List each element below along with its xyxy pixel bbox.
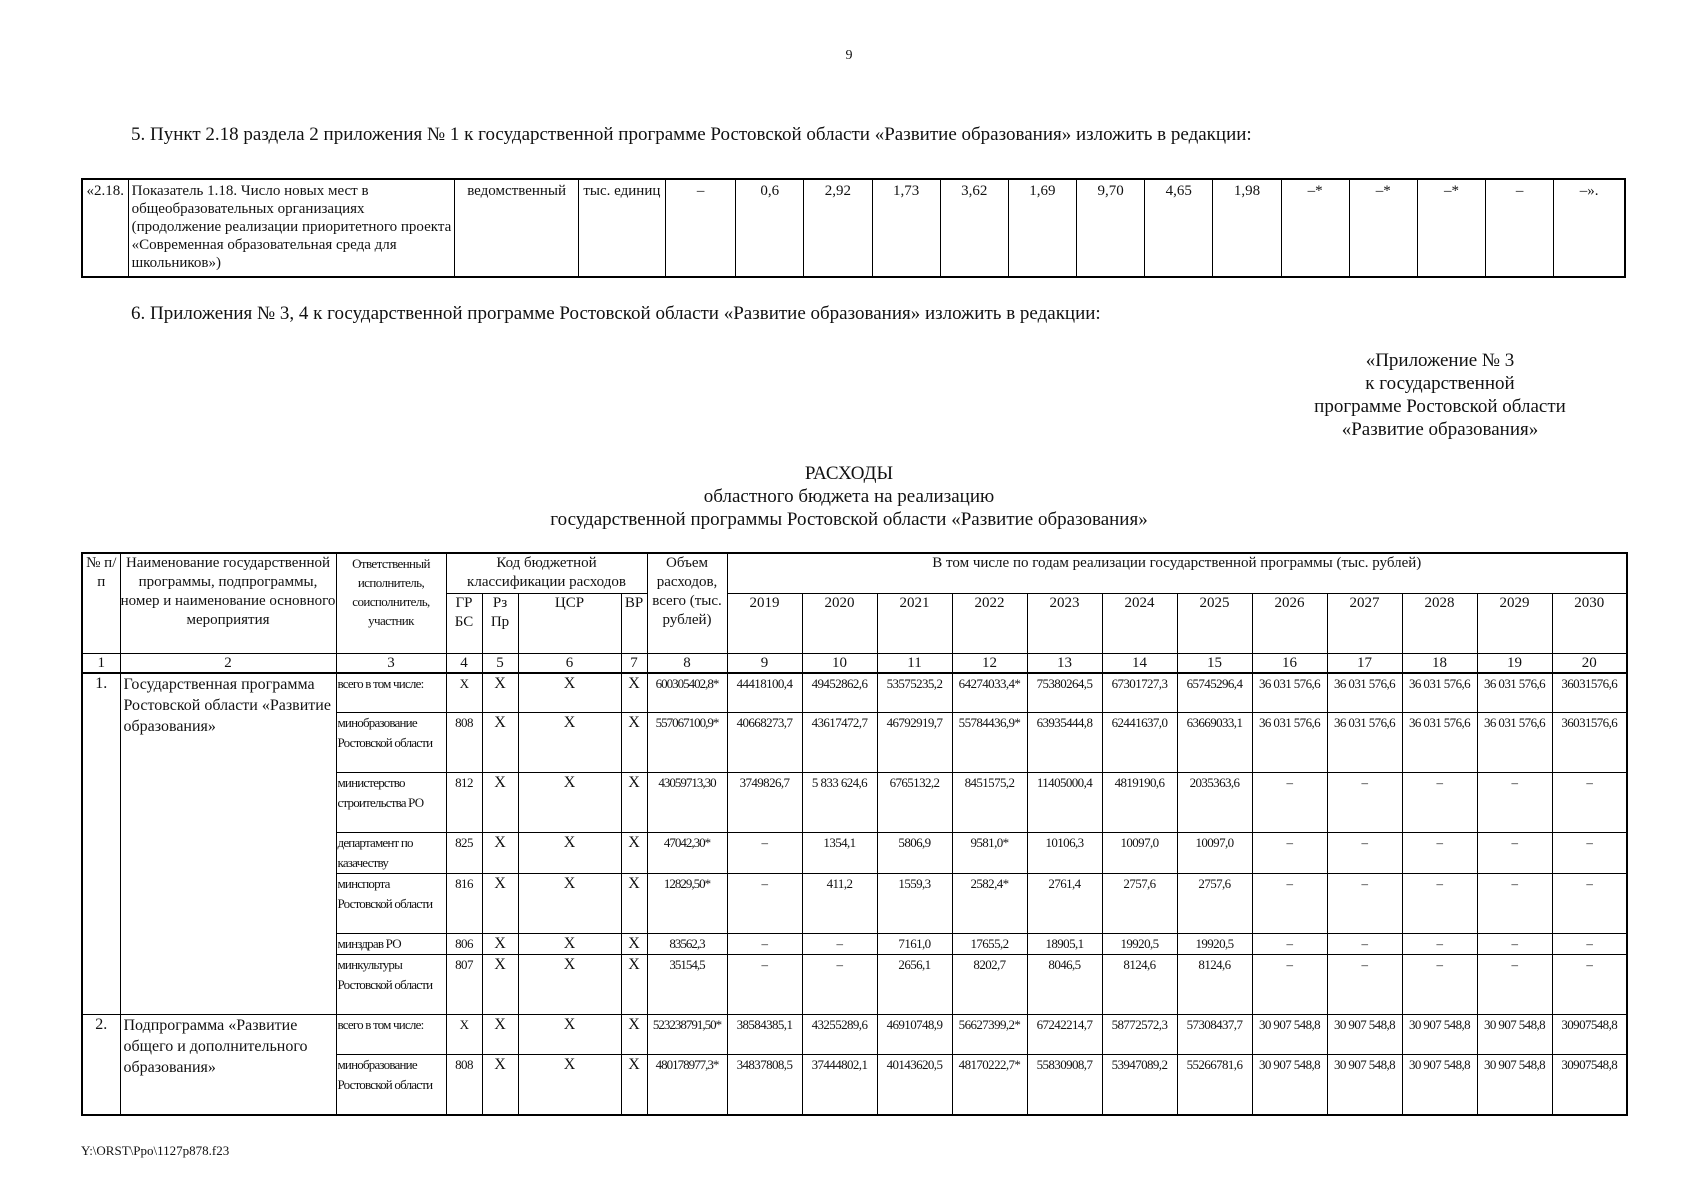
year-value-cell: 36 031 576,6 <box>1327 673 1402 713</box>
header-year: 2025 <box>1177 593 1252 653</box>
page-number: 9 <box>845 48 853 63</box>
header-year: 2022 <box>952 593 1027 653</box>
column-number: 6 <box>518 653 621 673</box>
year-value-cell: 63669033,1 <box>1177 713 1252 773</box>
year-value-cell: 48170222,7* <box>952 1055 1027 1115</box>
csr-cell: X <box>518 713 621 773</box>
year-value-cell: – <box>1327 874 1402 934</box>
year-value-cell: 40668273,7 <box>727 713 802 773</box>
year-value-cell: – <box>727 833 802 874</box>
executor-cell: минкультуры Ростовской области <box>336 955 446 1015</box>
column-number: 12 <box>952 653 1027 673</box>
table-row <box>82 1015 1627 1055</box>
grbs-cell: 812 <box>446 773 482 833</box>
indicator-value: 3,62 <box>940 179 1008 277</box>
year-value-cell: – <box>1252 874 1327 934</box>
column-number: 10 <box>802 653 877 673</box>
year-value-cell: 2582,4* <box>952 874 1027 934</box>
csr-cell: X <box>518 874 621 934</box>
year-value-cell: 55266781,6 <box>1177 1055 1252 1115</box>
year-value-cell: 36 031 576,6 <box>1477 673 1552 713</box>
appendix-note-line: программе Ростовской области <box>1314 396 1566 417</box>
appendix-note <box>1300 349 1580 441</box>
year-value-cell: – <box>1252 833 1327 874</box>
year-value-cell: – <box>1552 833 1627 874</box>
year-value-cell: 3749826,7 <box>727 773 802 833</box>
year-value-cell: 8202,7 <box>952 955 1027 1015</box>
header-grbs: ГР БС <box>446 593 482 653</box>
grbs-cell: 806 <box>446 934 482 955</box>
year-value-cell: 36 031 576,6 <box>1252 673 1327 713</box>
csr-cell: X <box>518 673 621 713</box>
column-number: 3 <box>336 653 446 673</box>
header-exec: Ответственный исполнитель, соисполнитель, участник <box>336 553 446 653</box>
executor-cell: департамент по казачеству <box>336 833 446 874</box>
year-value-cell: – <box>1252 773 1327 833</box>
title-line: государственной программы Ростовской области «Развитие образования» <box>550 509 1148 530</box>
grbs-cell: X <box>446 1015 482 1055</box>
executor-cell: министерство строительства РО <box>336 773 446 833</box>
year-value-cell: – <box>1402 934 1477 955</box>
indicator-value: 1,73 <box>872 179 940 277</box>
total-cell: 43059713,30 <box>647 773 727 833</box>
column-number: 18 <box>1402 653 1477 673</box>
year-value-cell: 55784436,9* <box>952 713 1027 773</box>
year-value-cell: 36 031 576,6 <box>1327 713 1402 773</box>
expenses-table <box>81 552 1628 1116</box>
indicator-name: Показатель 1.18. Число новых мест в общеобразовательных организациях (продолжение реализации приоритетного проекта «Современная образовательная среда для школьников») <box>128 179 455 277</box>
rzpr-cell: X <box>482 874 518 934</box>
grbs-cell: 808 <box>446 1055 482 1115</box>
column-number: 8 <box>647 653 727 673</box>
executor-cell: минобразование Ростовской области <box>336 713 446 773</box>
year-value-cell: 8046,5 <box>1027 955 1102 1015</box>
appendix-note-line: к государственной <box>1365 373 1515 394</box>
total-cell: 557067100,9* <box>647 713 727 773</box>
year-value-cell: 46792919,7 <box>877 713 952 773</box>
year-value-cell: 46910748,9 <box>877 1015 952 1055</box>
year-value-cell: – <box>1477 874 1552 934</box>
header-year: 2023 <box>1027 593 1102 653</box>
column-number: 19 <box>1477 653 1552 673</box>
year-value-cell: 5806,9 <box>877 833 952 874</box>
header-num: № п/п <box>82 553 120 653</box>
year-value-cell: 30 907 548,8 <box>1327 1015 1402 1055</box>
column-number: 11 <box>877 653 952 673</box>
year-value-cell: 2035363,6 <box>1177 773 1252 833</box>
total-cell: 523238791,50* <box>647 1015 727 1055</box>
header-year: 2028 <box>1402 593 1477 653</box>
year-value-cell: 58772572,3 <box>1102 1015 1177 1055</box>
year-value-cell: – <box>1477 773 1552 833</box>
column-number: 17 <box>1327 653 1402 673</box>
column-number: 16 <box>1252 653 1327 673</box>
indicator-value: –». <box>1554 179 1625 277</box>
year-value-cell: – <box>1477 934 1552 955</box>
column-number: 14 <box>1102 653 1177 673</box>
total-cell: 12829,50* <box>647 874 727 934</box>
rzpr-cell: X <box>482 1015 518 1055</box>
year-value-cell: 36031576,6 <box>1552 713 1627 773</box>
year-value-cell: 43255289,6 <box>802 1015 877 1055</box>
year-value-cell: – <box>1552 934 1627 955</box>
column-number: 4 <box>446 653 482 673</box>
year-value-cell: 6765132,2 <box>877 773 952 833</box>
year-value-cell: 8124,6 <box>1102 955 1177 1015</box>
year-value-cell: 55830908,7 <box>1027 1055 1102 1115</box>
rzpr-cell: X <box>482 713 518 773</box>
program-name: Подпрограмма «Развитие общего и дополнительного образования» <box>120 1015 336 1115</box>
indicator-row <box>82 179 1625 277</box>
rzpr-cell: X <box>482 1055 518 1115</box>
year-value-cell: – <box>1252 955 1327 1015</box>
year-value-cell: – <box>1477 955 1552 1015</box>
header-year: 2026 <box>1252 593 1327 653</box>
year-value-cell: 1354,1 <box>802 833 877 874</box>
grbs-cell: 816 <box>446 874 482 934</box>
total-cell: 47042,30* <box>647 833 727 874</box>
year-value-cell: 37444802,1 <box>802 1055 877 1115</box>
csr-cell: X <box>518 934 621 955</box>
year-value-cell: 49452862,6 <box>802 673 877 713</box>
year-value-cell: – <box>1327 833 1402 874</box>
appendix-note-line: «Развитие образования» <box>1341 419 1539 440</box>
year-value-cell: – <box>1402 874 1477 934</box>
year-value-cell: 64274033,4* <box>952 673 1027 713</box>
document-title <box>0 462 1698 531</box>
year-value-cell: 53947089,2 <box>1102 1055 1177 1115</box>
csr-cell: X <box>518 773 621 833</box>
column-number: 9 <box>727 653 802 673</box>
year-value-cell: 1559,3 <box>877 874 952 934</box>
year-value-cell: – <box>1477 833 1552 874</box>
header-year: 2030 <box>1552 593 1627 653</box>
year-value-cell: 8124,6 <box>1177 955 1252 1015</box>
year-value-cell: 18905,1 <box>1027 934 1102 955</box>
csr-cell: X <box>518 1015 621 1055</box>
title-line: областного бюджета на реализацию <box>703 486 995 507</box>
year-value-cell: 30 907 548,8 <box>1252 1055 1327 1115</box>
total-cell: 480178977,3* <box>647 1055 727 1115</box>
indicator-value: –* <box>1281 179 1349 277</box>
total-cell: 35154,5 <box>647 955 727 1015</box>
year-value-cell: – <box>802 934 877 955</box>
vr-cell: X <box>621 1055 647 1115</box>
year-value-cell: 36 031 576,6 <box>1252 713 1327 773</box>
indicator-value: 4,65 <box>1145 179 1213 277</box>
vr-cell: X <box>621 874 647 934</box>
year-value-cell: 75380264,5 <box>1027 673 1102 713</box>
csr-cell: X <box>518 833 621 874</box>
year-value-cell: 67301727,3 <box>1102 673 1177 713</box>
year-value-cell: – <box>1552 874 1627 934</box>
year-value-cell: 40143620,5 <box>877 1055 952 1115</box>
year-value-cell: 411,2 <box>802 874 877 934</box>
column-number: 1 <box>82 653 120 673</box>
year-value-cell: 11405000,4 <box>1027 773 1102 833</box>
row-number: 2. <box>82 1015 120 1115</box>
year-value-cell: 57308437,7 <box>1177 1015 1252 1055</box>
indicator-table <box>81 178 1626 278</box>
year-value-cell: 30 907 548,8 <box>1477 1015 1552 1055</box>
indicator-value: 0,6 <box>736 179 804 277</box>
year-value-cell: 30 907 548,8 <box>1252 1015 1327 1055</box>
grbs-cell: X <box>446 673 482 713</box>
indicator-value: –* <box>1349 179 1417 277</box>
column-number: 13 <box>1027 653 1102 673</box>
column-number: 5 <box>482 653 518 673</box>
year-value-cell: – <box>1402 955 1477 1015</box>
year-value-cell: 36 031 576,6 <box>1402 713 1477 773</box>
year-value-cell: 2757,6 <box>1177 874 1252 934</box>
executor-cell: минздрав РО <box>336 934 446 955</box>
indicator-value: 1,69 <box>1008 179 1076 277</box>
rzpr-cell: X <box>482 673 518 713</box>
program-name: Государственная программа Ростовской области «Развитие образования» <box>120 673 336 1015</box>
header-rzpr: Рз Пр <box>482 593 518 653</box>
indicator-unit: тыс. единиц <box>578 179 665 277</box>
indicator-value: – <box>1486 179 1554 277</box>
rzpr-cell: X <box>482 955 518 1015</box>
year-value-cell: 56627399,2* <box>952 1015 1027 1055</box>
header-year: 2020 <box>802 593 877 653</box>
rzpr-cell: X <box>482 773 518 833</box>
year-value-cell: – <box>727 955 802 1015</box>
year-value-cell: 67242214,7 <box>1027 1015 1102 1055</box>
year-value-cell: – <box>1402 833 1477 874</box>
year-value-cell: 2656,1 <box>877 955 952 1015</box>
column-numbers-row <box>82 653 1627 673</box>
vr-cell: X <box>621 773 647 833</box>
vr-cell: X <box>621 1015 647 1055</box>
csr-cell: X <box>518 1055 621 1115</box>
grbs-cell: 808 <box>446 713 482 773</box>
year-value-cell: 30907548,8 <box>1552 1015 1627 1055</box>
paragraph-5: 5. Пункт 2.18 раздела 2 приложения № 1 к государственной программе Ростовской области «Развитие образования» изложить в редакции: <box>131 124 1252 145</box>
column-number: 15 <box>1177 653 1252 673</box>
year-value-cell: 36031576,6 <box>1552 673 1627 713</box>
title-line: РАСХОДЫ <box>804 463 894 484</box>
header-year: 2024 <box>1102 593 1177 653</box>
vr-cell: X <box>621 955 647 1015</box>
year-value-cell: 30 907 548,8 <box>1402 1015 1477 1055</box>
column-number: 2 <box>120 653 336 673</box>
year-value-cell: – <box>1327 934 1402 955</box>
year-value-cell: 19920,5 <box>1177 934 1252 955</box>
executor-cell: минспорта Ростовской области <box>336 874 446 934</box>
executor-cell: всего в том числе: <box>336 673 446 713</box>
year-value-cell: 10106,3 <box>1027 833 1102 874</box>
column-number: 20 <box>1552 653 1627 673</box>
year-value-cell: 30 907 548,8 <box>1327 1055 1402 1115</box>
year-value-cell: – <box>1327 955 1402 1015</box>
vr-cell: X <box>621 833 647 874</box>
year-value-cell: 30 907 548,8 <box>1402 1055 1477 1115</box>
year-value-cell: 43617472,7 <box>802 713 877 773</box>
year-value-cell: 38584385,1 <box>727 1015 802 1055</box>
year-value-cell: – <box>1252 934 1327 955</box>
year-value-cell: 65745296,4 <box>1177 673 1252 713</box>
vr-cell: X <box>621 713 647 773</box>
row-number: 1. <box>82 673 120 1015</box>
file-path: Y:\ORST\Ppo\1127p878.f23 <box>81 1143 230 1158</box>
year-value-cell: – <box>1402 773 1477 833</box>
grbs-cell: 825 <box>446 833 482 874</box>
csr-cell: X <box>518 955 621 1015</box>
year-value-cell: 63935444,8 <box>1027 713 1102 773</box>
header-year: 2027 <box>1327 593 1402 653</box>
paragraph-6: 6. Приложения № 3, 4 к государственной программе Ростовской области «Развитие образования» изложить в редакции: <box>131 303 1101 324</box>
year-value-cell: 17655,2 <box>952 934 1027 955</box>
appendix-note-line: «Приложение № 3 <box>1365 350 1515 371</box>
indicator-number: «2.18. <box>82 179 128 277</box>
header-csr: ЦСР <box>518 593 621 653</box>
year-value-cell: 8451575,2 <box>952 773 1027 833</box>
total-cell: 83562,3 <box>647 934 727 955</box>
indicator-value: – <box>665 179 735 277</box>
executor-cell: всего в том числе: <box>336 1015 446 1055</box>
year-value-cell: 30 907 548,8 <box>1477 1055 1552 1115</box>
header-name: Наименование государственной программы, подпрограммы, номер и наименование основного мероприятия <box>120 553 336 653</box>
indicator-value: 2,92 <box>804 179 872 277</box>
year-value-cell: 53575235,2 <box>877 673 952 713</box>
indicator-value: –* <box>1417 179 1485 277</box>
year-value-cell: 36 031 576,6 <box>1402 673 1477 713</box>
year-value-cell: 34837808,5 <box>727 1055 802 1115</box>
year-value-cell: 30907548,8 <box>1552 1055 1627 1115</box>
indicator-value: 1,98 <box>1213 179 1281 277</box>
grbs-cell: 807 <box>446 955 482 1015</box>
year-value-cell: – <box>1327 773 1402 833</box>
vr-cell: X <box>621 934 647 955</box>
year-value-cell: – <box>727 874 802 934</box>
total-cell: 600305402,8* <box>647 673 727 713</box>
year-value-cell: 10097,0 <box>1102 833 1177 874</box>
year-value-cell: 7161,0 <box>877 934 952 955</box>
year-value-cell: – <box>802 955 877 1015</box>
rzpr-cell: X <box>482 934 518 955</box>
year-value-cell: 5 833 624,6 <box>802 773 877 833</box>
column-number: 7 <box>621 653 647 673</box>
indicator-type: ведомственный <box>455 179 578 277</box>
header-total: Объем расходов, всего (тыс. рублей) <box>647 553 727 653</box>
table-row <box>82 673 1627 713</box>
vr-cell: X <box>621 673 647 713</box>
year-value-cell: 4819190,6 <box>1102 773 1177 833</box>
year-value-cell: 9581,0* <box>952 833 1027 874</box>
header-year: 2019 <box>727 593 802 653</box>
year-value-cell: 10097,0 <box>1177 833 1252 874</box>
indicator-value: 9,70 <box>1077 179 1145 277</box>
year-value-cell: – <box>1552 773 1627 833</box>
year-value-cell: – <box>1552 955 1627 1015</box>
year-value-cell: – <box>727 934 802 955</box>
header-year: 2021 <box>877 593 952 653</box>
header-years-group: В том числе по годам реализации государственной программы (тыс. рублей) <box>727 553 1627 593</box>
header-year: 2029 <box>1477 593 1552 653</box>
year-value-cell: 2757,6 <box>1102 874 1177 934</box>
year-value-cell: 19920,5 <box>1102 934 1177 955</box>
header-code-group: Код бюджетной классификации расходов <box>446 553 647 593</box>
year-value-cell: 62441637,0 <box>1102 713 1177 773</box>
header-vr: ВР <box>621 593 647 653</box>
year-value-cell: 36 031 576,6 <box>1477 713 1552 773</box>
year-value-cell: 44418100,4 <box>727 673 802 713</box>
executor-cell: минобразование Ростовской области <box>336 1055 446 1115</box>
year-value-cell: 2761,4 <box>1027 874 1102 934</box>
rzpr-cell: X <box>482 833 518 874</box>
